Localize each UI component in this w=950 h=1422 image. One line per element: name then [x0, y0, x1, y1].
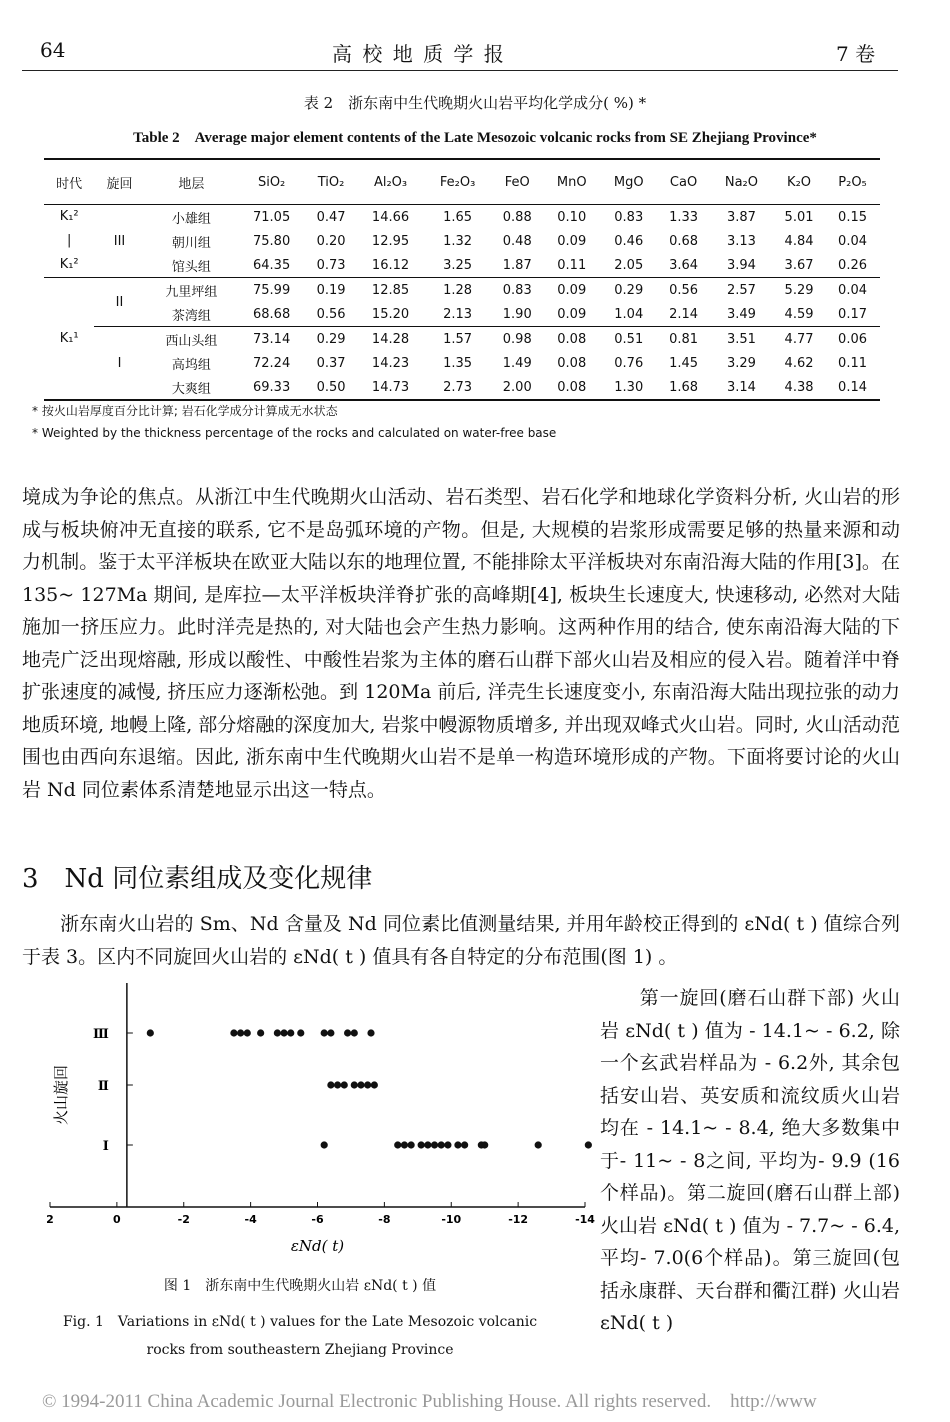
value-cell: 75.99	[253, 282, 291, 298]
value-cell: 0.09	[557, 282, 587, 298]
value-cell: 2.00	[502, 379, 532, 395]
value-cell: 3.94	[726, 257, 756, 273]
value-cell: 72.24	[253, 355, 291, 371]
col-header: 旋回	[94, 159, 144, 205]
x-tick-label: -6	[311, 1213, 324, 1226]
value-cell: 14.28	[371, 331, 410, 347]
value-cell: 0.98	[502, 331, 532, 347]
value-cell: 73.14	[253, 331, 291, 347]
value-cell: 15.20	[371, 306, 410, 322]
col-header: TiO₂	[305, 159, 357, 205]
value-cell: 0.17	[838, 306, 867, 322]
value-cell: 2.57	[726, 282, 756, 298]
x-tick-label: -2	[177, 1213, 190, 1226]
value-cell: 0.46	[614, 233, 644, 249]
cycle-cell: I	[117, 355, 122, 371]
table-caption-en: Table 2 Average major element contents of the Late Mesozoic volcanic rocks from SE Zhejiang Province*	[133, 130, 817, 146]
table-caption-zh: 表 2 浙东南中生代晚期火山岩平均化学成分( %) *	[303, 94, 647, 112]
formation-cell: 馆头组	[171, 259, 211, 275]
header-rule	[22, 70, 898, 71]
value-cell: 14.66	[371, 209, 410, 225]
data-point	[357, 1081, 364, 1088]
value-cell: 0.08	[557, 355, 587, 371]
data-point	[401, 1141, 408, 1148]
table-row	[44, 278, 880, 303]
col-header: Fe₂O₃	[424, 159, 491, 205]
value-cell: 0.08	[557, 379, 587, 395]
col-header: MgO	[600, 159, 657, 205]
data-point	[351, 1081, 358, 1088]
running-header	[0, 38, 950, 68]
value-cell: 14.73	[371, 379, 410, 395]
value-cell: 0.09	[557, 233, 587, 249]
value-cell: 1.32	[443, 233, 473, 249]
journal-title: 高 校 地 质 学 报	[332, 42, 506, 66]
col-header: 地层	[145, 159, 238, 205]
value-cell: 0.11	[557, 257, 587, 273]
y-tick-label: Ⅰ	[102, 1139, 109, 1154]
value-cell: 1.30	[614, 379, 644, 395]
value-cell: 0.09	[557, 306, 587, 322]
col-header: CaO	[657, 159, 710, 205]
data-point	[418, 1141, 425, 1148]
formation-cell: 西山头组	[165, 333, 218, 349]
volume-label: 7 卷	[836, 42, 876, 66]
figure-1-chart	[40, 975, 595, 1275]
value-cell: 1.04	[614, 306, 644, 322]
table-header-row	[44, 159, 880, 205]
value-cell: 0.29	[614, 282, 644, 298]
value-cell: 2.13	[443, 306, 473, 322]
x-tick-label: -14	[575, 1213, 595, 1226]
value-cell: 1.35	[443, 355, 473, 371]
value-cell: 0.08	[557, 331, 587, 347]
data-point	[424, 1141, 431, 1148]
value-cell: 12.95	[371, 233, 410, 249]
data-point	[327, 1081, 334, 1088]
data-point	[230, 1029, 237, 1036]
value-cell: 75.80	[253, 233, 291, 249]
value-cell: 12.85	[371, 282, 410, 298]
data-point	[431, 1141, 438, 1148]
data-point	[461, 1141, 468, 1148]
value-cell: 0.68	[669, 233, 699, 249]
figure-caption-en-1: Fig. 1 Variations in εNd( t ) values for the Late Mesozoic volcanic	[62, 1314, 538, 1330]
value-cell: 3.25	[443, 257, 473, 273]
value-cell: 0.06	[838, 331, 867, 347]
section-heading: 3 Nd 同位素组成及变化规律	[22, 864, 373, 894]
value-cell: 68.68	[253, 306, 291, 322]
value-cell: 1.28	[443, 282, 473, 298]
y-tick-label: Ⅱ	[97, 1079, 109, 1094]
col-header: Al₂O₃	[357, 159, 424, 205]
value-cell: 4.77	[784, 331, 814, 347]
value-cell: 3.87	[726, 209, 756, 225]
table-row	[44, 229, 880, 253]
data-point	[394, 1141, 401, 1148]
value-cell: 4.84	[784, 233, 814, 249]
period-cell: K₁¹	[59, 331, 79, 346]
value-cell: 4.62	[784, 355, 814, 371]
value-cell: 1.45	[669, 355, 699, 371]
body-paragraph-1: 境成为争论的焦点。从浙江中生代晚期火山活动、岩石类型、岩石化学和地球化学资料分析, 火山岩的形成与板块俯冲无直接的联系, 它不是岛弧环境的产物。但是, 大规模的岩浆形成需要足够的热量来源和动力机制。鉴于太平洋板块在欧亚大陆以东的地理位置, 不能排除太平洋板块对东南沿海大陆的作用[3]。在 135~ 127Ma 期间, 是库拉—太平洋板块洋脊扩张的高峰期[4], 板块生长速度大, 快速移动, 必然对大陆施加一挤压应力。此时洋壳是热的, 对大陆也会产生热力影响。这两种作用的结合, 使东南沿海大陆的下地壳广泛出现熔融, 形成以酸性、中酸性岩浆为主体的磨石山群下部火山岩及相应的侵入岩。随着洋中脊扩张速度的减慢, 挤压应力逐渐松弛。到 120Ma 前后, 洋壳生长速度变小, 东南沿海大陆出现拉张的动力地质环境, 地幔上隆, 部分熔融的深度加大, 岩浆中幔源物质增多, 并出现双峰式火山岩。同时, 火山活动范围也由西向东退缩。因此, 浙东南中生代晚期火山岩不是单一构造环境形成的产物。下面将要讨论的火山岩 Nd 同位素体系清楚地显示出这一特点。	[22, 486, 900, 801]
side-text: 第一旋回(磨石山群下部) 火山岩 εNd( t ) 值为 - 14.1~ - 6.2, 除一个玄武岩样品为 - 6.2外, 其余包括安山岩、英安质和流纹质火山岩均在 - 14.1~ - 8.4, 绝大多数集中于- 11~ - 8之间, 平均为- 9.9 (16个样品)。第二旋回(磨石山群上部) 火山岩 εNd( t ) 值为 - 7.7~ - 6.4, 平均- 7.0(6个样品)。第三旋回(包括永康群、天台群和衢江群) 火山岩 εNd( t )	[600, 987, 900, 1334]
value-cell: 0.48	[502, 233, 532, 249]
data-point	[367, 1029, 374, 1036]
value-cell: 0.51	[614, 331, 644, 347]
figure-caption-zh: 图 1 浙东南中生代晚期火山岩 εNd( t ) 值	[163, 1278, 437, 1294]
data-point	[438, 1141, 445, 1148]
col-header: MnO	[543, 159, 600, 205]
data-point	[444, 1141, 451, 1148]
value-cell: 0.73	[316, 257, 346, 273]
value-cell: 3.49	[726, 306, 756, 322]
value-cell: 4.59	[784, 306, 814, 322]
value-cell: 0.88	[502, 209, 532, 225]
value-cell: 0.76	[614, 355, 644, 371]
x-tick-label: 2	[46, 1213, 54, 1226]
value-cell: 3.67	[784, 257, 814, 273]
value-cell: 1.90	[502, 306, 532, 322]
value-cell: 0.11	[838, 355, 867, 371]
data-point	[257, 1029, 264, 1036]
data-point	[334, 1081, 341, 1088]
x-tick-label: 0	[113, 1213, 121, 1226]
value-cell: 2.05	[614, 257, 644, 273]
table-row	[44, 351, 880, 375]
period-label: K₁²	[59, 257, 79, 272]
value-cell: 64.35	[253, 257, 291, 273]
value-cell: 3.14	[726, 379, 756, 395]
body-paragraph-2: 浙东南火山岩的 Sm、Nd 含量及 Nd 同位素比值测量结果, 并用年龄校正得到的 εNd( t ) 值综合列于表 3。区内不同旋回火山岩的 εNd( t ) 值具有各自特定的分布范围(图 1) 。	[22, 913, 900, 968]
cycle-cell: III	[113, 233, 126, 249]
col-header: SiO₂	[238, 159, 305, 205]
period-label: |	[66, 233, 72, 248]
data-point	[244, 1029, 251, 1036]
value-cell: 2.14	[669, 306, 699, 322]
value-cell: 3.51	[726, 331, 756, 347]
value-cell: 0.19	[316, 282, 346, 298]
value-cell: 1.49	[502, 355, 532, 371]
data-point	[344, 1029, 351, 1036]
data-point	[364, 1081, 371, 1088]
value-cell: 0.56	[669, 282, 699, 298]
cycle-cell: II	[115, 294, 124, 310]
table-note-zh: * 按火山岩厚度百分比计算; 岩石化学成分计算成无水状态	[32, 404, 338, 418]
value-cell: 3.13	[726, 233, 756, 249]
page-number: 64	[40, 38, 66, 62]
value-cell: 0.20	[316, 233, 346, 249]
value-cell: 3.29	[726, 355, 756, 371]
y-axis-label: 火山旋回	[52, 1064, 70, 1126]
col-header: 时代	[44, 159, 94, 205]
value-cell: 0.37	[316, 355, 346, 371]
data-point	[321, 1029, 328, 1036]
value-cell: 1.57	[443, 331, 473, 347]
value-cell: 16.12	[371, 257, 410, 273]
value-cell: 0.29	[316, 331, 346, 347]
value-cell: 0.04	[838, 282, 867, 298]
value-cell: 0.56	[316, 306, 346, 322]
col-header: P₂O₅	[825, 159, 880, 205]
value-cell: 0.10	[557, 209, 587, 225]
value-cell: 2.73	[443, 379, 473, 395]
figure-caption-en-2: rocks from southeastern Zhejiang Province	[146, 1342, 454, 1358]
value-cell: 14.23	[371, 355, 410, 371]
value-cell: 71.05	[253, 209, 291, 225]
data-point	[147, 1029, 154, 1036]
data-point	[371, 1081, 378, 1088]
value-cell: 0.04	[838, 233, 867, 249]
formation-cell: 大爽组	[171, 381, 211, 397]
period-cell	[44, 205, 94, 278]
value-cell: 0.15	[838, 209, 867, 225]
data-point	[341, 1081, 348, 1088]
formation-cell: 茶湾组	[171, 308, 211, 324]
value-cell: 0.50	[316, 379, 346, 395]
table-row	[44, 375, 880, 400]
table-row	[44, 205, 880, 230]
col-header: Na₂O	[710, 159, 773, 205]
x-tick-label: -4	[244, 1213, 257, 1226]
data-point	[454, 1141, 461, 1148]
chemistry-table	[44, 158, 880, 401]
value-cell: 69.33	[253, 379, 291, 395]
y-tick-label: Ⅲ	[93, 1027, 109, 1042]
data-point	[321, 1141, 328, 1148]
period-label: K₁²	[59, 209, 79, 224]
formation-cell: 小雄组	[171, 211, 211, 227]
data-point	[351, 1029, 358, 1036]
table-row	[44, 327, 880, 352]
data-point	[327, 1029, 334, 1036]
data-point	[297, 1029, 304, 1036]
col-header: FeO	[491, 159, 543, 205]
data-point	[481, 1141, 488, 1148]
value-cell: 0.26	[838, 257, 867, 273]
value-cell: 0.14	[838, 379, 867, 395]
value-cell: 1.87	[502, 257, 532, 273]
x-axis-label: εNd( t)	[290, 1237, 345, 1255]
data-point	[287, 1029, 294, 1036]
value-cell: 1.68	[669, 379, 699, 395]
formation-cell: 九里坪组	[165, 284, 218, 300]
data-point	[274, 1029, 281, 1036]
x-tick-label: -10	[441, 1213, 462, 1226]
formation-cell: 朝川组	[171, 235, 211, 251]
value-cell: 0.81	[669, 331, 699, 347]
x-tick-label: -8	[378, 1213, 391, 1226]
value-cell: 5.01	[784, 209, 814, 225]
value-cell: 1.33	[669, 209, 699, 225]
value-cell: 3.64	[669, 257, 699, 273]
value-cell: 1.65	[443, 209, 473, 225]
data-point	[408, 1141, 415, 1148]
col-header: K₂O	[773, 159, 825, 205]
value-cell: 5.29	[784, 282, 814, 298]
value-cell: 0.47	[316, 209, 346, 225]
table-row	[44, 302, 880, 327]
value-cell: 0.83	[502, 282, 532, 298]
data-point	[535, 1141, 542, 1148]
value-cell: 0.83	[614, 209, 644, 225]
data-point	[280, 1029, 287, 1036]
value-cell: 4.38	[784, 379, 814, 395]
table-row	[44, 253, 880, 278]
data-point	[237, 1029, 244, 1036]
formation-cell: 高坞组	[171, 357, 211, 373]
x-tick-label: -12	[508, 1213, 529, 1226]
data-point	[585, 1141, 592, 1148]
table-note-en: * Weighted by the thickness percentage of the rocks and calculated on water-free base	[32, 426, 557, 440]
copyright-footer: © 1994-2011 China Academic Journal Electronic Publishing House. All rights reserved. http://www	[42, 1391, 817, 1412]
